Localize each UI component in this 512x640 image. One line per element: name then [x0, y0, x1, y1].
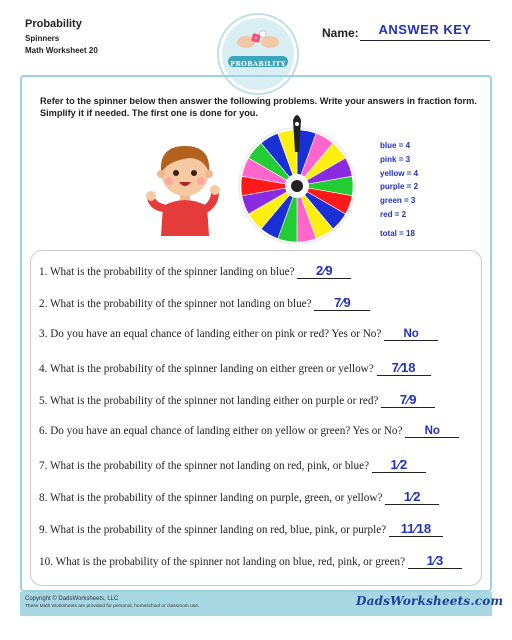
- worksheet-title: Probability: [25, 18, 82, 30]
- site-logo[interactable]: DadsWorksheets.com: [356, 594, 504, 608]
- spinner-legend: [380, 139, 418, 241]
- answer-field[interactable]: 7⁄9: [314, 295, 370, 311]
- question-4: [39, 360, 431, 376]
- spinner-wheel: [236, 110, 358, 244]
- question-7: [39, 457, 426, 473]
- question-text: 1. What is the probability of the spinner landing on blue?: [39, 266, 295, 278]
- question-text: 8. What is the probability of the spinner landing on purple, green, or yellow?: [39, 492, 383, 504]
- question-text: 9. What is the probability of the spinner landing on red, blue, pink, or purple?: [39, 524, 387, 536]
- copyright-text: Copyright © DadsWorksheets, LLC: [25, 596, 119, 602]
- answer-field[interactable]: 1⁄3: [408, 553, 462, 569]
- legend-item-yellow: yellow = 4: [380, 168, 419, 178]
- question-6: [39, 425, 459, 438]
- question-text: 4. What is the probability of the spinner landing on either green or yellow?: [39, 363, 374, 375]
- answer-field[interactable]: 7⁄18: [377, 360, 431, 376]
- instructions: Refer to the spinner below then answer the following problems. Write your answers in fraction form. Simplify it if needed. The first one is done for you.: [40, 96, 477, 118]
- legend-item-pink: pink = 3: [380, 154, 411, 164]
- answer-field[interactable]: 1⁄2: [385, 489, 439, 505]
- question-text: 10. What is the probability of the spinner not landing on blue, red, pink, or green?: [39, 556, 406, 568]
- question-10: [39, 553, 462, 569]
- question-5: [39, 392, 435, 408]
- question-8: [39, 489, 439, 505]
- question-text: 2. What is the probability of the spinner not landing on blue?: [39, 298, 312, 310]
- answer-field[interactable]: 1⁄2: [372, 457, 426, 473]
- worksheet-number: Math Worksheet 20: [25, 46, 98, 55]
- question-3: [39, 328, 438, 341]
- question-text: 5. What is the probability of the spinner not landing either on purple or red?: [39, 395, 379, 407]
- spinner-hub-center: [291, 180, 303, 192]
- question-text: 6. Do you have an equal chance of landing either on yellow or green? Yes or No?: [39, 425, 403, 437]
- legend-item-green: green = 3: [380, 196, 416, 206]
- answer-field[interactable]: 11⁄18: [389, 521, 443, 537]
- spinner-pointer-dot: [295, 122, 299, 126]
- name-label: Name:: [322, 26, 359, 40]
- question-text: 7. What is the probability of the spinner not landing on red, pink, or blue?: [39, 460, 370, 472]
- answer-field[interactable]: 2⁄9: [297, 263, 351, 279]
- answer-field[interactable]: No: [384, 328, 438, 341]
- question-text: 3. Do you have an equal chance of landing either on pink or red? Yes or No?: [39, 328, 382, 340]
- question-2: [39, 295, 370, 311]
- legend-total: total = 18: [380, 228, 415, 238]
- answer-key-text: ANSWER KEY: [378, 22, 472, 37]
- legend-item-purple: purple = 2: [380, 182, 419, 192]
- disclaimer-text: These Math Worksheets are provided for personal, homeschool or classroom use.: [25, 604, 200, 609]
- boy-illustration: [145, 136, 225, 236]
- badge-label: PROBABILITY: [230, 60, 286, 68]
- legend-item-blue: blue = 4: [380, 141, 411, 150]
- answer-field[interactable]: No: [405, 425, 459, 438]
- name-line: [360, 40, 490, 41]
- question-1: [39, 263, 351, 279]
- legend-item-red: red = 2: [380, 209, 407, 219]
- worksheet-subtitle: Spinners: [25, 34, 60, 43]
- question-9: [39, 521, 443, 537]
- answer-field[interactable]: 7⁄9: [381, 392, 435, 408]
